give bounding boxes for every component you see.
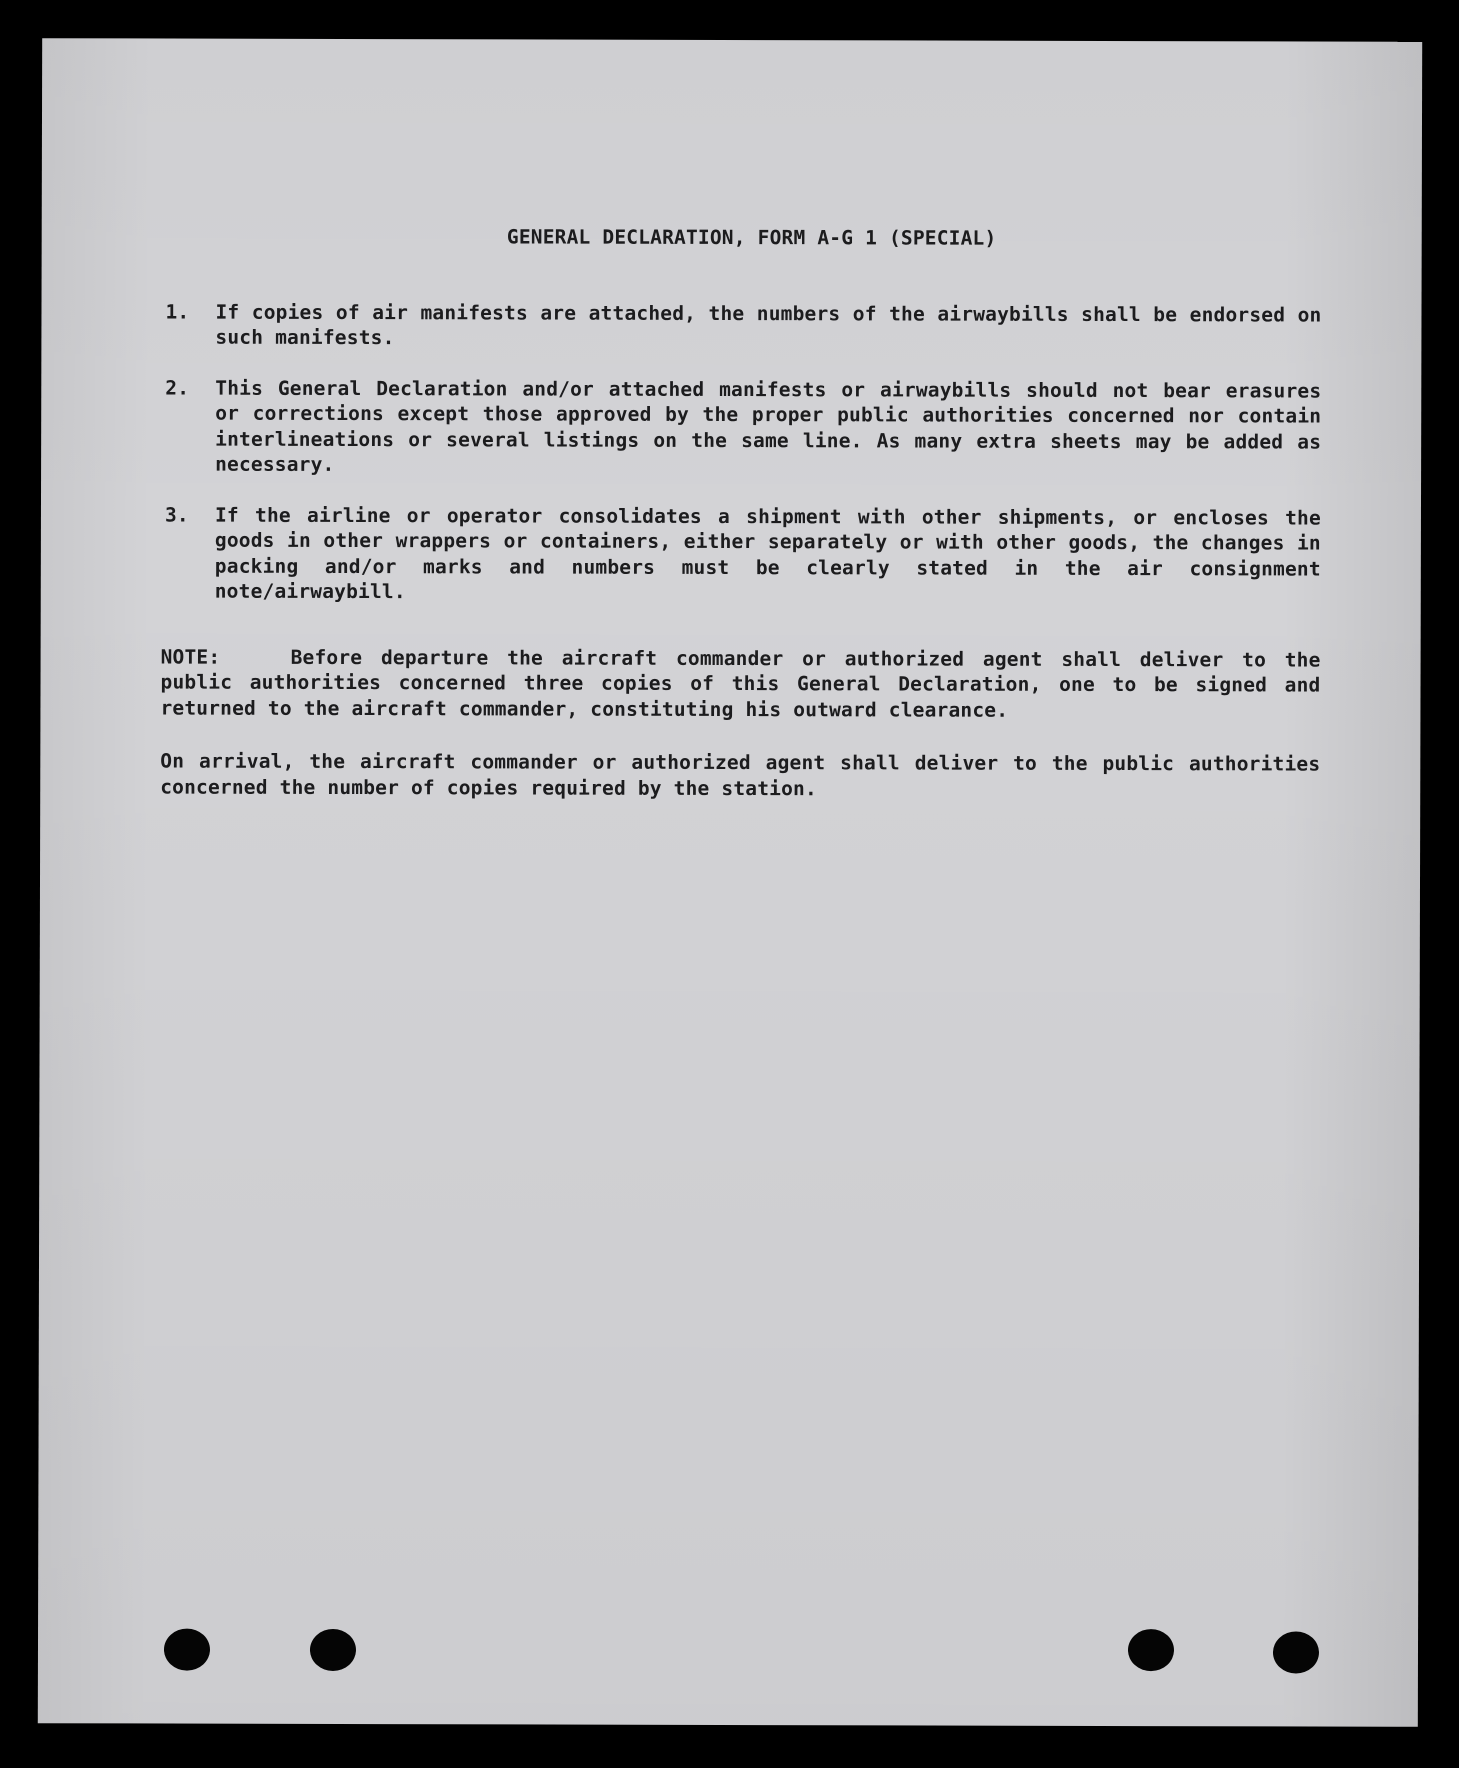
list-item-number: 3. [164, 503, 189, 527]
list-item-text: If the airline or operator consolidates a shipment with other shipments, or encloses the goods in other wrappers or containers, either separately or with other goods, the changes in packing and/or marks and numbers must be clearly stated in the air consignment note/airwaybill. [214, 503, 1321, 604]
punch-hole [164, 1629, 210, 1671]
list-item [161, 299, 1321, 353]
list-item [161, 375, 1321, 480]
list-item-number: 2. [165, 376, 190, 400]
document-body [160, 224, 1322, 803]
note-label: NOTE: [160, 645, 221, 669]
document-page [38, 38, 1422, 1727]
document-title: GENERAL DECLARATION, FORM A-G 1 (SPECIAL) [506, 225, 997, 250]
list-item [161, 502, 1321, 607]
punch-hole [1128, 1629, 1174, 1671]
list-item-text: This General Declaration and/or attached manifests or airwaybills should not bear erasures or corrections except those approved by the proper public authorities concerned nor contain interlineations or several listings on the same line. As many extra sheets may be added as necessary. [215, 376, 1322, 476]
arrival-paragraph: On arrival, the aircraft commander or authorized agent shall deliver to the public authorities concerned the number of copies required by the station. [160, 749, 1321, 800]
punch-hole [310, 1629, 356, 1671]
list-item-number: 1. [165, 300, 190, 324]
list-item-text: If copies of air manifests are attached, the numbers of the airwaybills shall be endorsed on such manifests. [215, 300, 1322, 350]
note-text: Before departure the aircraft commander or authorized agent shall deliver to the public authorities concerned three copies of this General Declaration, one to be signed and returned to the aircraft commander, constituting his outward clearance. [160, 645, 1321, 722]
note-paragraph [160, 644, 1320, 724]
punch-hole [1273, 1631, 1319, 1673]
